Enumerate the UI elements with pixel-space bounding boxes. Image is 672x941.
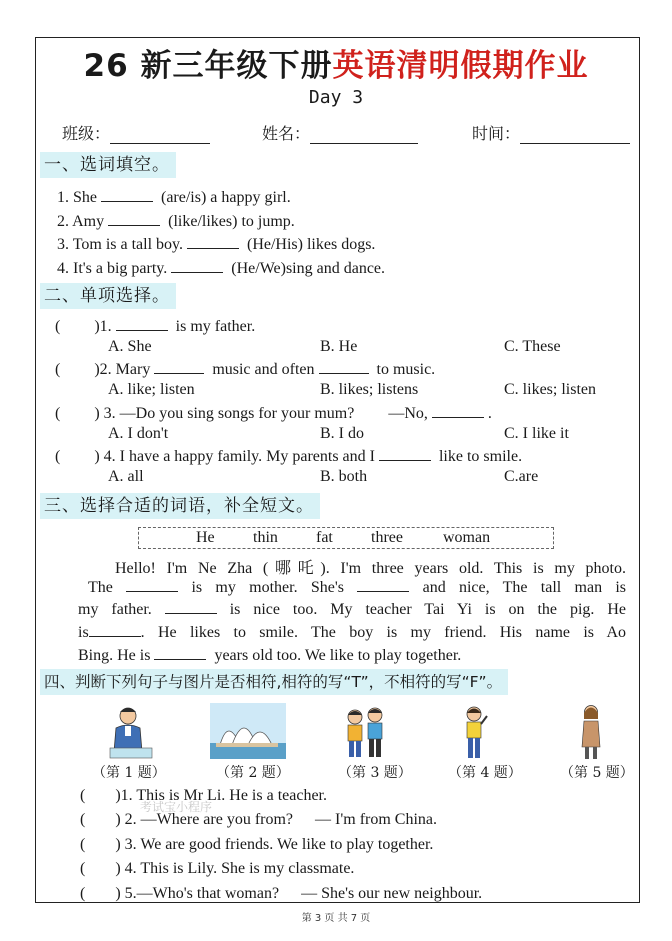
picture-caption-4: （第 4 题） [448,765,522,781]
mc-3-option-c: C. I like it [504,425,569,442]
two-friends-picture [340,703,390,759]
passage-line-1: Hello! I'm Ne Zha (哪吒). I'm three years old. This is my photo. [115,560,626,577]
section-2-heading: 二、单项选择。 [40,283,176,309]
day-label: Day 3 [308,87,364,108]
opera-house-picture [210,703,286,759]
watermark: 考试宝小程序 [140,800,213,814]
word-option: thin [253,529,278,546]
mc-question-3: ( ) 3. —Do you sing songs for your mum? —No, . [55,405,492,422]
fill-item-1: 1. She (are/is) a happy girl. [57,189,291,206]
mc-question-4: ( ) 4. I have a happy family. My parents and I like to smile. [55,448,523,465]
word-option: He [196,529,215,546]
name-field[interactable]: 姓名： [262,121,418,144]
word-option: three [371,529,403,546]
passage-line-3: my father. is nice too. My teacher Tai Yi is on the pig. He [78,601,627,618]
word-option: woman [443,529,491,546]
picture-caption-1: （第 1 题） [92,765,166,781]
picture-caption-2: （第 2 题） [216,765,290,781]
passage-line-5: Bing. He is years old too. We like to play together. [78,647,462,664]
passage-line-4: is . He likes to smile. The boy is my friend. His name is Ao [78,624,626,641]
mc-3-option-a: A. I don't [108,425,169,442]
fill-item-2: 2. Amy (like/likes) to jump. [57,213,295,230]
section-3-heading: 三、选择合适的词语，补全短文。 [40,493,320,519]
mc-4-option-b: B. both [320,468,368,485]
judge-item-2: ( ) 2. —Where are you from? — I'm from China. [80,811,438,828]
judge-item-1: ( )1. This is Mr Li. He is a teacher. [80,787,327,804]
teacher-man-picture [108,704,154,760]
woman-picture [578,703,604,761]
mc-1-option-c: C. These [504,338,561,355]
page-title: 26 新三年级下册英语清明假期作业 [83,48,589,84]
mc-question-1: ( )1. is my father. [55,318,256,335]
mc-2-option-c: C. likes; listen [504,381,596,398]
picture-caption-5: （第 5 题） [560,765,634,781]
mc-2-option-a: A. like; listen [108,381,195,398]
class-field[interactable]: 班级： [62,121,210,144]
judge-item-5: ( ) 5.—Who's that woman? — She's our new neighbour. [80,885,483,902]
page-number: 第 3 页 共 7 页 [301,913,371,924]
judge-item-4: ( ) 4. This is Lily. She is my classmate. [80,860,355,877]
section-4-heading: 四、判断下列句子与图片是否相符,相符的写“T”，不相符的写“F”。 [40,669,508,695]
word-option: fat [316,529,333,546]
time-field[interactable]: 时间： [472,121,630,144]
picture-caption-3: （第 3 题） [338,765,412,781]
mc-3-option-b: B. I do [320,425,364,442]
mc-question-2: ( )2. Mary music and often to music. [55,361,436,378]
mc-1-option-a: A. She [108,338,152,355]
judge-item-3: ( ) 3. We are good friends. We like to play together. [80,836,434,853]
mc-2-option-b: B. likes; listens [320,381,419,398]
mc-4-option-c: C.are [504,468,539,485]
section-1-heading: 一、选词填空。 [40,152,176,178]
passage-line-2: The is my mother. She's and nice, The tall man is [88,579,627,596]
fill-item-3: 3. Tom is a tall boy. (He/His) likes dogs. [57,236,376,253]
mc-4-option-a: A. all [108,468,144,485]
fill-item-4: 4. It's a big party. (He/We)sing and dance. [57,260,386,277]
girl-picture [460,704,490,760]
mc-1-option-b: B. He [320,338,358,355]
